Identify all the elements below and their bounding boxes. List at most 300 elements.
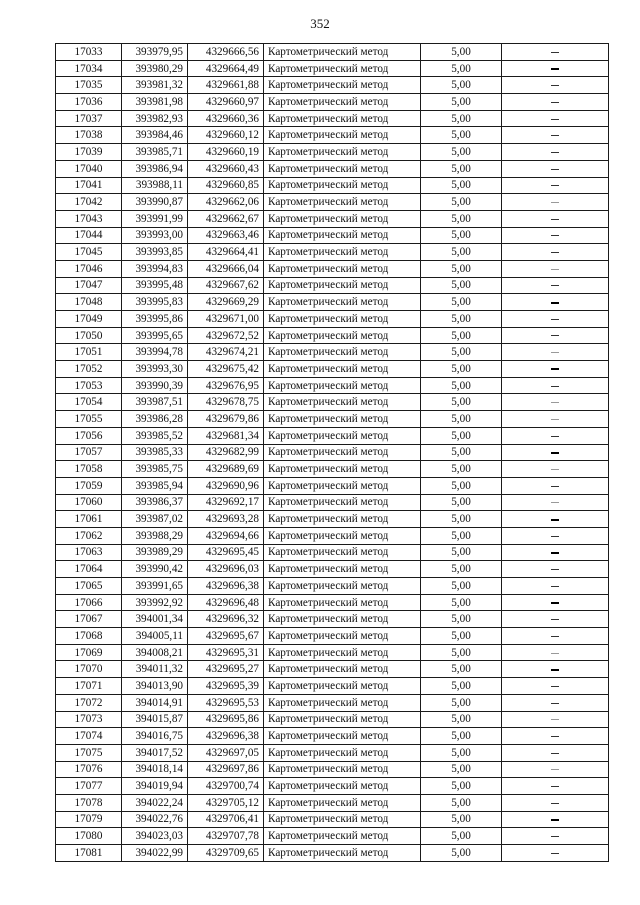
table-row [56,144,609,161]
point-number-cell: 17035 [56,77,122,94]
dash-mark [551,368,559,370]
point-number-cell: 17042 [56,194,122,211]
dash-mark [551,819,559,821]
method-cell: Картометрический метод [264,694,421,711]
x-coordinate-cell: 393993,30 [122,361,188,378]
point-number-cell: 17067 [56,611,122,628]
table-row [56,294,609,311]
point-number-cell: 17056 [56,427,122,444]
dash-mark [551,152,559,153]
method-cell: Картометрический метод [264,811,421,828]
table-row [56,845,609,862]
description-cell [502,194,609,211]
method-cell: Картометрический метод [264,311,421,328]
description-cell [502,361,609,378]
point-number-cell: 17062 [56,527,122,544]
y-coordinate-cell: 4329693,28 [188,511,264,528]
y-coordinate-cell: 4329695,67 [188,628,264,645]
table-row [56,628,609,645]
point-number-cell: 17070 [56,661,122,678]
dash-mark [551,185,559,186]
table-row [56,60,609,77]
x-coordinate-cell: 393979,95 [122,44,188,61]
y-coordinate-cell: 4329678,75 [188,394,264,411]
table-row [56,277,609,294]
method-cell: Картометрический метод [264,144,421,161]
point-number-cell: 17080 [56,828,122,845]
table-row [56,828,609,845]
accuracy-cell: 5,00 [421,260,502,277]
description-cell [502,394,609,411]
dash-mark [551,102,559,103]
dash-mark [551,602,559,604]
dash-mark [551,52,559,53]
point-number-cell: 17068 [56,628,122,645]
point-number-cell: 17060 [56,494,122,511]
description-cell [502,77,609,94]
y-coordinate-cell: 4329696,38 [188,578,264,595]
dash-mark [551,719,559,720]
x-coordinate-cell: 393994,83 [122,260,188,277]
y-coordinate-cell: 4329660,36 [188,110,264,127]
description-cell [502,511,609,528]
x-coordinate-cell: 393990,87 [122,194,188,211]
x-coordinate-cell: 393985,52 [122,427,188,444]
method-cell: Картометрический метод [264,77,421,94]
dash-mark [551,252,559,253]
x-coordinate-cell: 394018,14 [122,761,188,778]
method-cell: Картометрический метод [264,644,421,661]
dash-mark [551,202,559,203]
description-cell [502,527,609,544]
accuracy-cell: 5,00 [421,444,502,461]
y-coordinate-cell: 4329681,34 [188,427,264,444]
accuracy-cell: 5,00 [421,60,502,77]
accuracy-cell: 5,00 [421,494,502,511]
accuracy-cell: 5,00 [421,327,502,344]
table-row [56,811,609,828]
y-coordinate-cell: 4329696,32 [188,611,264,628]
dash-mark [551,235,559,236]
description-cell [502,277,609,294]
point-number-cell: 17071 [56,678,122,695]
y-coordinate-cell: 4329660,97 [188,94,264,111]
method-cell: Картометрический метод [264,160,421,177]
description-cell [502,444,609,461]
table-row [56,127,609,144]
dash-mark [551,319,559,320]
description-cell [502,427,609,444]
point-number-cell: 17063 [56,544,122,561]
y-coordinate-cell: 4329696,38 [188,728,264,745]
x-coordinate-cell: 394022,76 [122,811,188,828]
dash-mark [551,135,559,136]
x-coordinate-cell: 393990,39 [122,377,188,394]
y-coordinate-cell: 4329695,45 [188,544,264,561]
description-cell [502,244,609,261]
dash-mark [551,703,559,704]
x-coordinate-cell: 393984,46 [122,127,188,144]
point-number-cell: 17045 [56,244,122,261]
y-coordinate-cell: 4329696,03 [188,561,264,578]
description-cell [502,44,609,61]
method-cell: Картометрический метод [264,494,421,511]
x-coordinate-cell: 393988,29 [122,527,188,544]
accuracy-cell: 5,00 [421,544,502,561]
method-cell: Картометрический метод [264,611,421,628]
accuracy-cell: 5,00 [421,177,502,194]
description-cell [502,728,609,745]
x-coordinate-cell: 393995,86 [122,311,188,328]
accuracy-cell: 5,00 [421,210,502,227]
x-coordinate-cell: 394022,99 [122,845,188,862]
point-number-cell: 17065 [56,578,122,595]
x-coordinate-cell: 394016,75 [122,728,188,745]
table-row [56,427,609,444]
method-cell: Картометрический метод [264,210,421,227]
accuracy-cell: 5,00 [421,344,502,361]
x-coordinate-cell: 393985,33 [122,444,188,461]
method-cell: Картометрический метод [264,678,421,695]
accuracy-cell: 5,00 [421,511,502,528]
table-row [56,661,609,678]
y-coordinate-cell: 4329695,27 [188,661,264,678]
y-coordinate-cell: 4329674,21 [188,344,264,361]
y-coordinate-cell: 4329689,69 [188,461,264,478]
table-row [56,461,609,478]
dash-mark [551,753,559,754]
description-cell [502,644,609,661]
accuracy-cell: 5,00 [421,94,502,111]
dash-mark [551,219,559,220]
accuracy-cell: 5,00 [421,644,502,661]
table-row [56,194,609,211]
description-cell [502,60,609,77]
description-cell [502,210,609,227]
dash-mark [551,169,559,170]
method-cell: Картометрический метод [264,628,421,645]
accuracy-cell: 5,00 [421,578,502,595]
y-coordinate-cell: 4329663,46 [188,227,264,244]
description-cell [502,177,609,194]
y-coordinate-cell: 4329697,05 [188,744,264,761]
table-row [56,361,609,378]
method-cell: Картометрический метод [264,411,421,428]
x-coordinate-cell: 393981,98 [122,94,188,111]
accuracy-cell: 5,00 [421,277,502,294]
dash-mark [551,386,559,387]
x-coordinate-cell: 393989,29 [122,544,188,561]
y-coordinate-cell: 4329700,74 [188,778,264,795]
point-number-cell: 17043 [56,210,122,227]
point-number-cell: 17058 [56,461,122,478]
y-coordinate-cell: 4329707,78 [188,828,264,845]
y-coordinate-cell: 4329672,52 [188,327,264,344]
point-number-cell: 17050 [56,327,122,344]
point-number-cell: 17075 [56,744,122,761]
point-number-cell: 17053 [56,377,122,394]
table-row [56,578,609,595]
point-number-cell: 17059 [56,477,122,494]
description-cell [502,127,609,144]
method-cell: Картометрический метод [264,277,421,294]
x-coordinate-cell: 393985,94 [122,477,188,494]
accuracy-cell: 5,00 [421,778,502,795]
table-row [56,761,609,778]
accuracy-cell: 5,00 [421,661,502,678]
method-cell: Картометрический метод [264,561,421,578]
dash-mark [551,669,559,671]
x-coordinate-cell: 394019,94 [122,778,188,795]
table-row [56,594,609,611]
table-row [56,394,609,411]
x-coordinate-cell: 394015,87 [122,711,188,728]
y-coordinate-cell: 4329675,42 [188,361,264,378]
point-number-cell: 17037 [56,110,122,127]
point-number-cell: 17049 [56,311,122,328]
table-row [56,527,609,544]
y-coordinate-cell: 4329662,67 [188,210,264,227]
x-coordinate-cell: 394022,24 [122,794,188,811]
point-number-cell: 17064 [56,561,122,578]
dash-mark [551,736,559,737]
dash-mark [551,536,559,537]
method-cell: Картометрический метод [264,127,421,144]
accuracy-cell: 5,00 [421,678,502,695]
dash-mark [551,769,559,770]
method-cell: Картометрический метод [264,711,421,728]
table-row [56,511,609,528]
accuracy-cell: 5,00 [421,77,502,94]
method-cell: Картометрический метод [264,794,421,811]
x-coordinate-cell: 393988,11 [122,177,188,194]
table-row [56,611,609,628]
point-number-cell: 17074 [56,728,122,745]
accuracy-cell: 5,00 [421,477,502,494]
dash-mark [551,352,559,353]
accuracy-cell: 5,00 [421,461,502,478]
table-row [56,377,609,394]
x-coordinate-cell: 393991,99 [122,210,188,227]
dash-mark [551,619,559,620]
dash-mark [551,302,559,304]
table-row [56,794,609,811]
method-cell: Картометрический метод [264,461,421,478]
point-number-cell: 17069 [56,644,122,661]
method-cell: Картометрический метод [264,845,421,862]
point-number-cell: 17052 [56,361,122,378]
description-cell [502,477,609,494]
point-number-cell: 17048 [56,294,122,311]
dash-mark [551,68,559,70]
accuracy-cell: 5,00 [421,594,502,611]
accuracy-cell: 5,00 [421,611,502,628]
accuracy-cell: 5,00 [421,244,502,261]
dash-mark [551,419,559,420]
description-cell [502,561,609,578]
dash-mark [551,452,559,454]
accuracy-cell: 5,00 [421,160,502,177]
method-cell: Картометрический метод [264,828,421,845]
method-cell: Картометрический метод [264,194,421,211]
x-coordinate-cell: 393992,92 [122,594,188,611]
point-number-cell: 17079 [56,811,122,828]
description-cell [502,694,609,711]
description-cell [502,611,609,628]
dash-mark [551,853,559,854]
y-coordinate-cell: 4329667,62 [188,277,264,294]
accuracy-cell: 5,00 [421,194,502,211]
dash-mark [551,486,559,487]
y-coordinate-cell: 4329679,86 [188,411,264,428]
y-coordinate-cell: 4329664,41 [188,244,264,261]
y-coordinate-cell: 4329660,43 [188,160,264,177]
method-cell: Картометрический метод [264,744,421,761]
point-number-cell: 17066 [56,594,122,611]
x-coordinate-cell: 393986,28 [122,411,188,428]
point-number-cell: 17061 [56,511,122,528]
method-cell: Картометрический метод [264,594,421,611]
accuracy-cell: 5,00 [421,828,502,845]
method-cell: Картометрический метод [264,527,421,544]
description-cell [502,344,609,361]
table-row [56,244,609,261]
description-cell [502,94,609,111]
y-coordinate-cell: 4329695,86 [188,711,264,728]
method-cell: Картометрический метод [264,778,421,795]
table-row [56,177,609,194]
table-row [56,411,609,428]
table-row [56,344,609,361]
x-coordinate-cell: 393986,37 [122,494,188,511]
description-cell [502,711,609,728]
x-coordinate-cell: 394008,21 [122,644,188,661]
x-coordinate-cell: 393986,94 [122,160,188,177]
description-cell [502,227,609,244]
method-cell: Картометрический метод [264,294,421,311]
x-coordinate-cell: 394005,11 [122,628,188,645]
method-cell: Картометрический метод [264,327,421,344]
y-coordinate-cell: 4329676,95 [188,377,264,394]
accuracy-cell: 5,00 [421,394,502,411]
accuracy-cell: 5,00 [421,294,502,311]
point-number-cell: 17077 [56,778,122,795]
point-number-cell: 17081 [56,845,122,862]
table-row [56,544,609,561]
point-number-cell: 17054 [56,394,122,411]
method-cell: Картометрический метод [264,227,421,244]
dash-mark [551,836,559,837]
dash-mark [551,586,559,587]
accuracy-cell: 5,00 [421,728,502,745]
x-coordinate-cell: 394023,03 [122,828,188,845]
method-cell: Картометрический метод [264,260,421,277]
description-cell [502,594,609,611]
method-cell: Картометрический метод [264,94,421,111]
x-coordinate-cell: 393985,71 [122,144,188,161]
x-coordinate-cell: 393981,32 [122,77,188,94]
method-cell: Картометрический метод [264,110,421,127]
y-coordinate-cell: 4329666,56 [188,44,264,61]
accuracy-cell: 5,00 [421,628,502,645]
table-row [56,644,609,661]
point-number-cell: 17036 [56,94,122,111]
dash-mark [551,402,559,403]
point-number-cell: 17034 [56,60,122,77]
y-coordinate-cell: 4329682,99 [188,444,264,461]
method-cell: Картометрический метод [264,661,421,678]
accuracy-cell: 5,00 [421,227,502,244]
method-cell: Картометрический метод [264,60,421,77]
x-coordinate-cell: 393995,65 [122,327,188,344]
table-row [56,260,609,277]
y-coordinate-cell: 4329706,41 [188,811,264,828]
table-row [56,561,609,578]
point-number-cell: 17051 [56,344,122,361]
x-coordinate-cell: 393987,02 [122,511,188,528]
accuracy-cell: 5,00 [421,311,502,328]
accuracy-cell: 5,00 [421,711,502,728]
x-coordinate-cell: 393995,83 [122,294,188,311]
point-number-cell: 17033 [56,44,122,61]
accuracy-cell: 5,00 [421,527,502,544]
x-coordinate-cell: 393995,48 [122,277,188,294]
table-row [56,494,609,511]
dash-mark [551,653,559,654]
description-cell [502,678,609,695]
description-cell [502,494,609,511]
x-coordinate-cell: 393980,29 [122,60,188,77]
x-coordinate-cell: 394013,90 [122,678,188,695]
y-coordinate-cell: 4329661,88 [188,77,264,94]
table-row [56,77,609,94]
point-number-cell: 17041 [56,177,122,194]
method-cell: Картометрический метод [264,44,421,61]
table-row [56,678,609,695]
accuracy-cell: 5,00 [421,44,502,61]
description-cell [502,828,609,845]
accuracy-cell: 5,00 [421,561,502,578]
y-coordinate-cell: 4329692,17 [188,494,264,511]
accuracy-cell: 5,00 [421,144,502,161]
point-number-cell: 17072 [56,694,122,711]
dash-mark [551,285,559,286]
table-row [56,160,609,177]
dash-mark [551,552,559,554]
y-coordinate-cell: 4329664,49 [188,60,264,77]
table-row [56,694,609,711]
description-cell [502,794,609,811]
y-coordinate-cell: 4329660,85 [188,177,264,194]
x-coordinate-cell: 393993,85 [122,244,188,261]
description-cell [502,544,609,561]
point-number-cell: 17078 [56,794,122,811]
description-cell [502,578,609,595]
point-number-cell: 17073 [56,711,122,728]
accuracy-cell: 5,00 [421,127,502,144]
dash-mark [551,85,559,86]
accuracy-cell: 5,00 [421,794,502,811]
method-cell: Картометрический метод [264,177,421,194]
y-coordinate-cell: 4329705,12 [188,794,264,811]
x-coordinate-cell: 394017,52 [122,744,188,761]
accuracy-cell: 5,00 [421,427,502,444]
method-cell: Картометрический метод [264,477,421,494]
description-cell [502,744,609,761]
x-coordinate-cell: 393982,93 [122,110,188,127]
point-number-cell: 17055 [56,411,122,428]
description-cell [502,778,609,795]
